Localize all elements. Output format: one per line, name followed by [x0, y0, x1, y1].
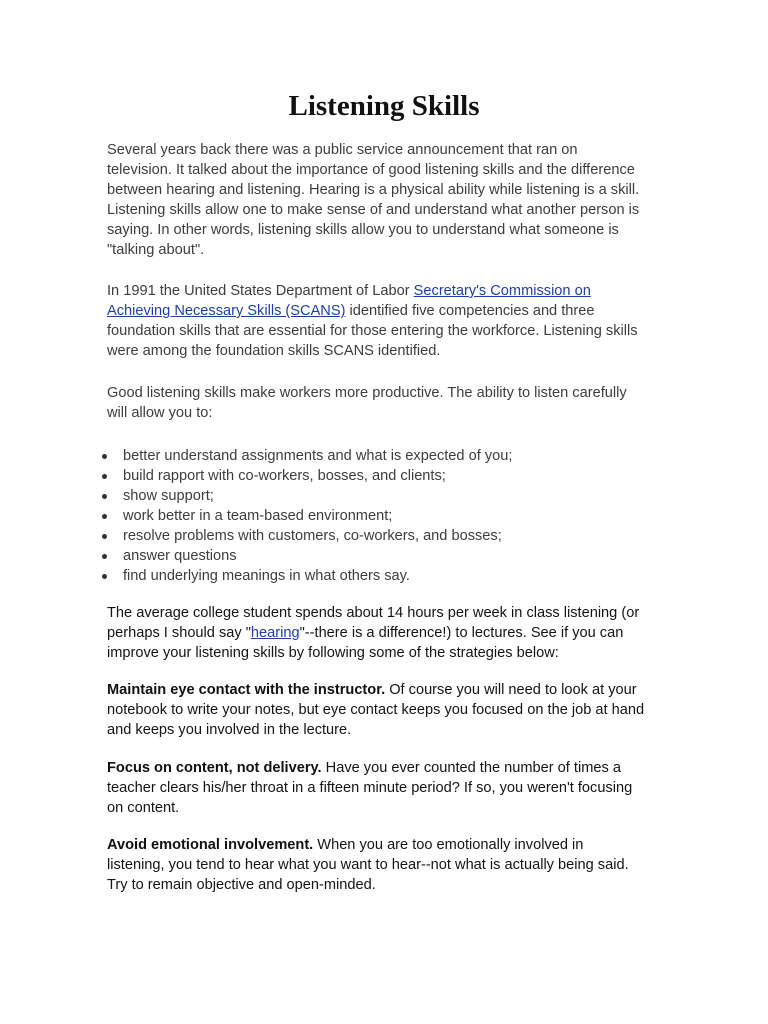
benefits-list	[100, 446, 660, 586]
scans-link-text: Achieving Necessary Skills (SCANS)	[107, 303, 346, 319]
college-text: improve your listening skills by following some of the strategies below:	[107, 645, 559, 661]
intro-line: saying. In other words, listening skills allow you to understand what someone is	[107, 222, 619, 238]
productive-line: will allow you to:	[107, 405, 213, 421]
list-item-text: work better in a team-based environment;	[123, 508, 393, 524]
intro-paragraph	[107, 140, 667, 260]
list-item	[100, 506, 660, 526]
scans-paragraph	[107, 281, 667, 361]
college-text: The average college student spends about 14 hours per week in class listening (or	[107, 605, 640, 621]
strategy-text: teacher clears his/her throat in a fifteen minute period? If so, you weren't focusing	[107, 780, 633, 796]
strategy-text: Of course you will need to look at your	[385, 682, 637, 698]
strategy-paragraph-emotional	[107, 835, 667, 895]
list-item-text: build rapport with co-workers, bosses, and clients;	[123, 468, 446, 484]
strategy-text: Have you ever counted the number of times a	[321, 760, 621, 776]
list-item-text: answer questions	[123, 548, 237, 564]
bullet-icon	[102, 514, 107, 519]
bullet-icon	[102, 554, 107, 559]
bullet-icon	[102, 474, 107, 479]
scans-text: In 1991 the United States Department of Labor	[107, 283, 414, 299]
bullet-icon	[102, 574, 107, 579]
list-item-text: show support;	[123, 488, 214, 504]
strategy-heading: Avoid emotional involvement.	[107, 837, 314, 853]
list-item	[100, 566, 660, 586]
list-item	[100, 466, 660, 486]
scans-text: foundation skills that are essential for those entering the workforce. Listening skills	[107, 323, 638, 339]
strategy-paragraph-eye-contact	[107, 680, 667, 740]
strategy-text: Try to remain objective and open-minded.	[107, 877, 376, 893]
intro-line: between hearing and listening. Hearing is a physical ability while listening is a skill.	[107, 182, 640, 198]
bullet-icon	[102, 454, 107, 459]
strategy-paragraph-content	[107, 758, 667, 818]
strategy-text: on content.	[107, 800, 180, 816]
bullet-icon	[102, 534, 107, 539]
scans-text: identified five competencies and three	[345, 303, 595, 319]
strategy-heading: Maintain eye contact with the instructor.	[107, 682, 386, 698]
list-item	[100, 446, 660, 466]
strategy-text: and keeps you involved in the lecture.	[107, 722, 352, 738]
list-item-text: better understand assignments and what is expected of you;	[123, 448, 513, 464]
productive-paragraph	[107, 383, 667, 423]
strategy-heading: Focus on content, not delivery.	[107, 760, 322, 776]
list-item	[100, 486, 660, 506]
intro-line: television. It talked about the importance of good listening skills and the difference	[107, 162, 635, 178]
bullet-icon	[102, 494, 107, 499]
list-item	[100, 526, 660, 546]
college-text: perhaps I should say "	[107, 625, 251, 641]
productive-line: Good listening skills make workers more productive. The ability to listen carefully	[107, 385, 627, 401]
list-item	[100, 546, 660, 566]
intro-line: Listening skills allow one to make sense of and understand what another person is	[107, 202, 640, 218]
list-item-text: find underlying meanings in what others say.	[123, 568, 410, 584]
intro-line: "talking about".	[107, 242, 205, 258]
hearing-link[interactable]: hearing	[250, 625, 300, 641]
college-paragraph	[107, 603, 667, 663]
intro-line: Several years back there was a public service announcement that ran on	[107, 142, 578, 158]
document-title: Listening Skills	[288, 90, 480, 122]
scans-link-text: Secretary's Commission on	[413, 283, 591, 299]
list-item-text: resolve problems with customers, co-workers, and bosses;	[123, 528, 502, 544]
strategy-text: listening, you tend to hear what you want to hear--not what is actually being said.	[107, 857, 629, 873]
strategy-text: When you are too emotionally involved in	[313, 837, 584, 853]
scans-text: were among the foundation skills SCANS identified.	[107, 343, 441, 359]
strategy-text: notebook to write your notes, but eye contact keeps you focused on the job at hand	[107, 702, 645, 718]
college-text: "--there is a difference!) to lectures. See if you can	[299, 625, 624, 641]
